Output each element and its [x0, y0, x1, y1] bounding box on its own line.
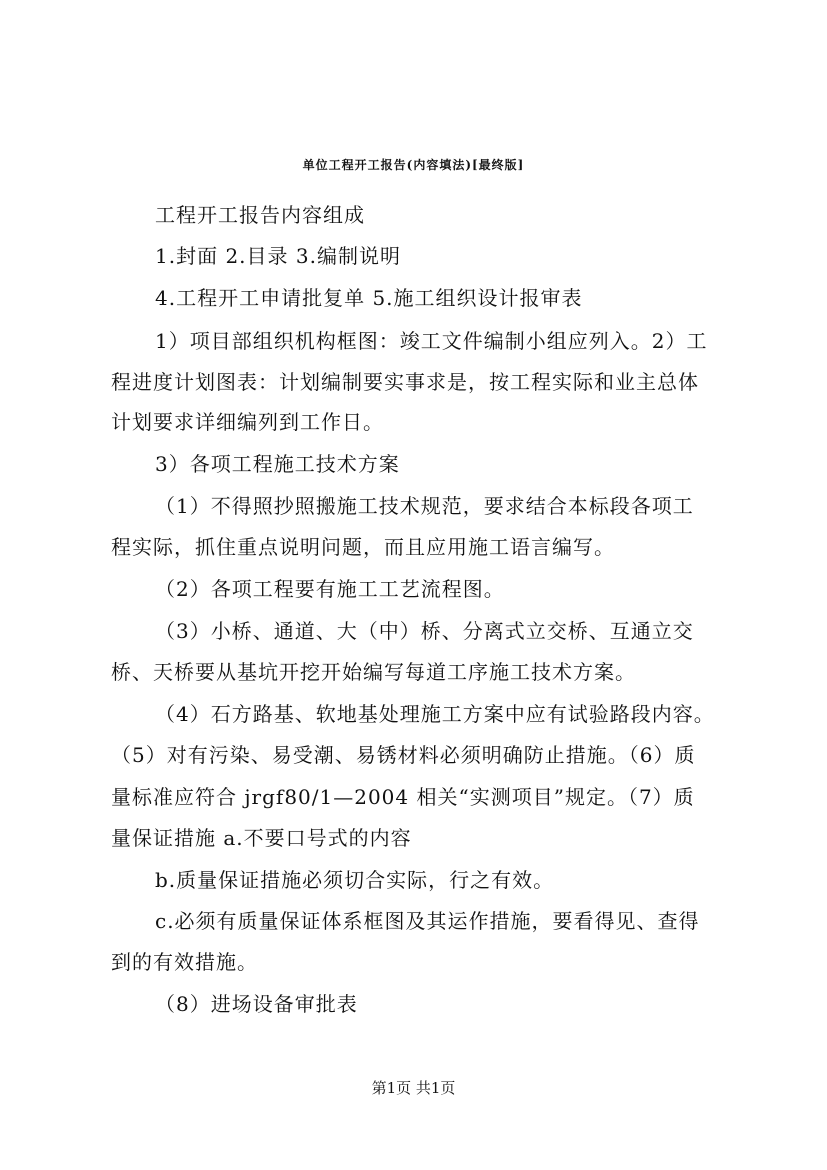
- paragraph-line: 桥、天桥要从基坑开挖开始编写每道工序施工技术方案。: [111, 660, 636, 684]
- paragraph-line: 计划要求详细编列到工作日。: [111, 410, 384, 434]
- paragraph-line: （1）不得照抄照搬施工技术规范，要求结合本标段各项工: [155, 494, 694, 518]
- paragraph-line: 4.工程开工申请批复单 5.施工组织设计报审表: [155, 286, 583, 310]
- paragraph-line: （3）小桥、通道、大（中）桥、分离式立交桥、互通立交: [155, 619, 694, 643]
- paragraph-line: 工程开工报告内容组成: [155, 203, 365, 227]
- paragraph-line: （8）进场设备审批表: [155, 992, 358, 1016]
- paragraph-line: 到的有效措施。: [111, 950, 258, 974]
- paragraph-line: （4）石方路基、软地基处理施工方案中应有试验路段内容。: [155, 702, 715, 726]
- paragraph-line: （5）对有污染、易受潮、易锈材料必须明确防止措施。（6）质: [111, 743, 696, 767]
- paragraph-line: c.必须有质量保证体系框图及其运作措施，要看得见、查得: [155, 909, 700, 933]
- paragraph-line: 1）项目部组织机构框图：竣工文件编制小组应列入。2）工: [155, 329, 708, 353]
- paragraph-line: 1.封面 2.目录 3.编制说明: [155, 244, 401, 268]
- paragraph-line: 3）各项工程施工技术方案: [155, 452, 400, 476]
- paragraph-line: 量保证措施 a.不要口号式的内容: [111, 826, 412, 850]
- paragraph-line: 量标准应符合 jrgf80/1—2004 相关“实测项目”规定。（7）质: [111, 785, 695, 809]
- paragraph-line: （2）各项工程要有施工工艺流程图。: [155, 577, 505, 601]
- document-title: 单位工程开工报告(内容填法)[最终版]: [302, 158, 525, 172]
- page-number: 第1页 共1页: [371, 1079, 456, 1097]
- paragraph-line: 程进度计划图表：计划编制要实事求是，按工程实际和业主总体: [111, 370, 699, 394]
- paragraph-line: 程实际，抓住重点说明问题，而且应用施工语言编写。: [111, 535, 615, 559]
- paragraph-line: b.质量保证措施必须切合实际，行之有效。: [155, 868, 555, 892]
